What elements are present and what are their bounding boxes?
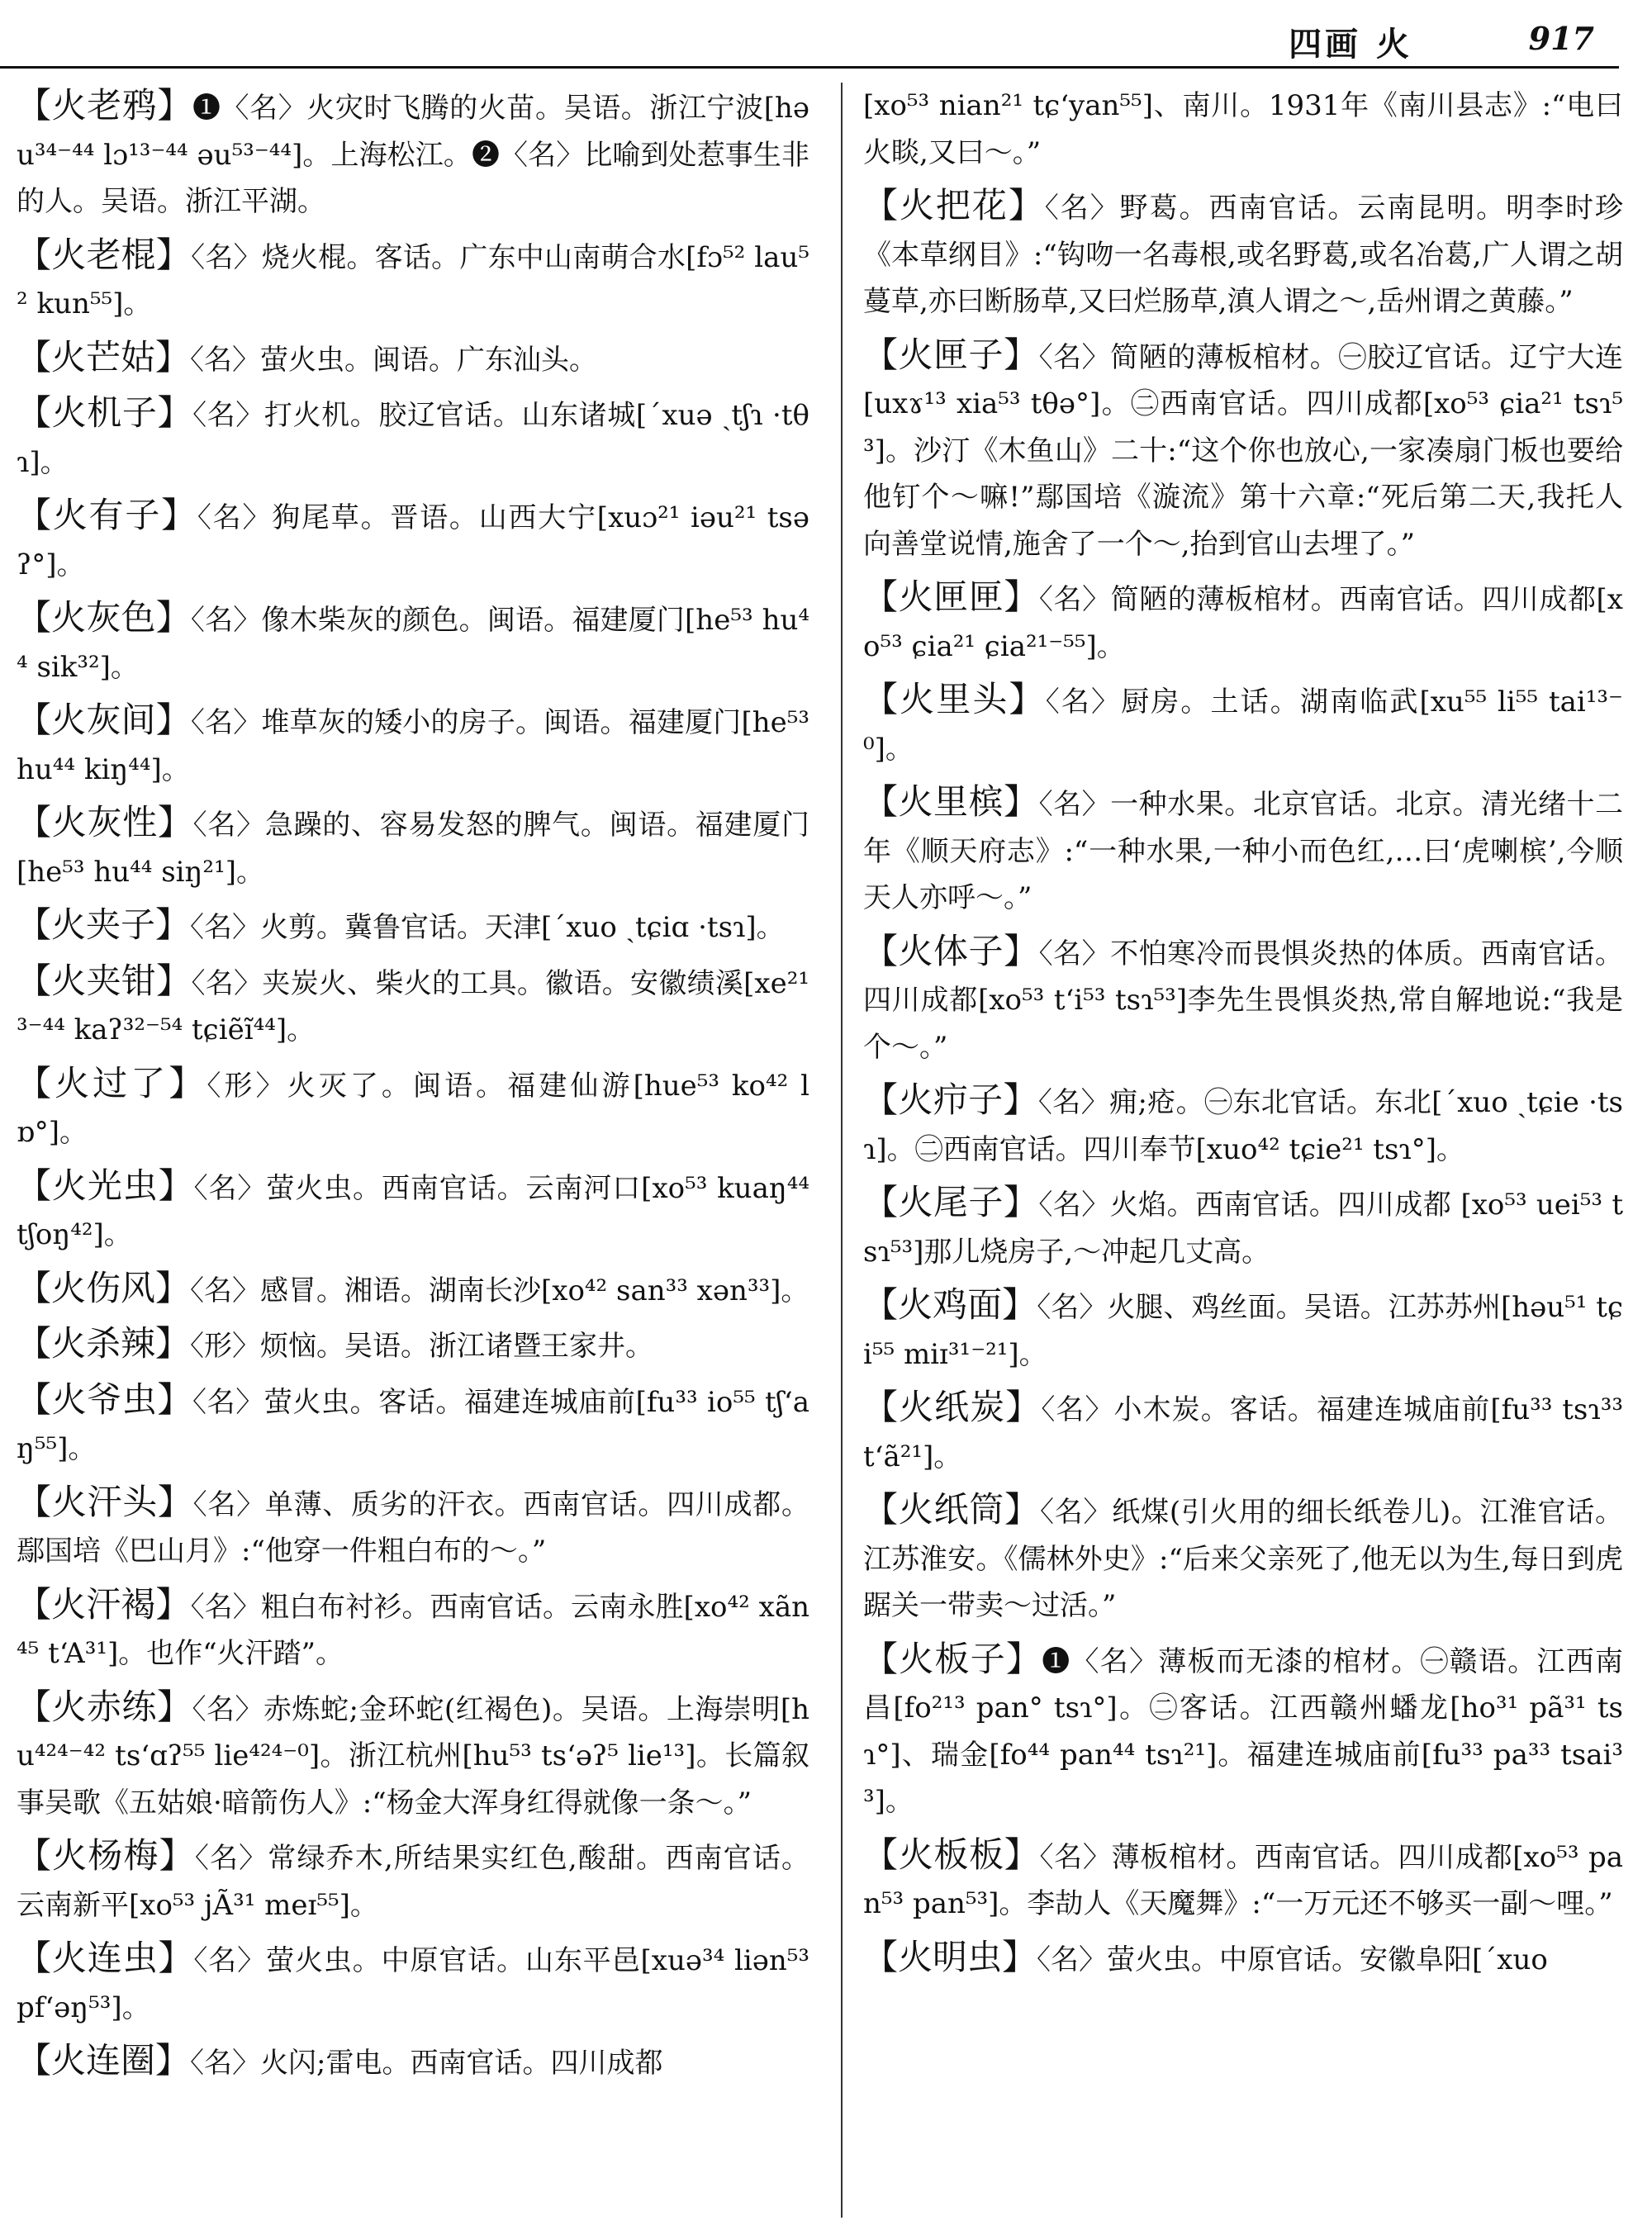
dictionary-entry — [863, 1077, 1623, 1173]
section-title: 四画 火 — [1289, 25, 1412, 64]
entry-headword: 【火爷虫】 — [17, 1378, 192, 1420]
entry-text: 〈名〉火焰。西南官话。四川成都 [xo⁵³ uei⁵³ tsɿ⁵³]那儿烧房子,～冲起几丈高。 — [863, 1189, 1623, 1269]
entry-headword: 【火把花】 — [863, 185, 1045, 225]
entry-headword: 【火匣子】 — [863, 334, 1039, 375]
entry-headword: 【火明虫】 — [863, 1936, 1037, 1977]
dictionary-entry — [863, 1282, 1623, 1378]
entry-text: 〈名〉薄板棺材。西南官话。四川成都[xo⁵³ pan⁵³ pan⁵³]。李劼人《天魔舞》:“一万元还不够买一副～哩。” — [863, 1840, 1623, 1920]
entry-text: 〈名〉简陋的薄板棺材。西南官话。四川成都[xo⁵³ ɕia²¹ ɕia²¹⁻⁵⁵]。 — [863, 583, 1623, 663]
entry-text: 〈名〉萤火虫。西南官话。云南河口[xo⁵³ kuaŋ⁴⁴ tʃoŋ⁴²]。 — [17, 1171, 809, 1251]
entry-text: 〈名〉烧火棍。客话。广东中山南萌合水[fɔ⁵² lau⁵² kun⁵⁵]。 — [17, 240, 809, 320]
entry-headword: 【火杀辣】 — [17, 1323, 191, 1364]
entry-text: 〈名〉野葛。西南官话。云南昆明。明李时珍《本草纲目》:“钩吻一名毒根,或名野葛,或名冶葛,广人谓之胡蔓草,亦曰断肠草,又曰烂肠草,滇人谓之～,岳州谓之黄藤。” — [863, 192, 1623, 318]
page-header — [0, 15, 1611, 66]
entry-headword: 【火杨梅】 — [17, 1835, 195, 1876]
entry-text: 〈名〉小木炭。客话。福建连城庙前[fu³³ tsɿ³³ tʻã²¹]。 — [863, 1393, 1623, 1473]
dictionary-entry — [17, 1321, 809, 1370]
entry-text: [xo⁵³ nian²¹ tɕʻyan⁵⁵]、南川。1931年《南川县志》:“电曰火睒,又曰～。” — [863, 89, 1623, 169]
dictionary-entry — [17, 334, 809, 384]
dictionary-entry — [17, 1684, 809, 1827]
dictionary-entry — [17, 390, 809, 486]
dictionary-entry — [17, 1479, 809, 1575]
entry-headword: 【火连虫】 — [17, 1938, 194, 1978]
dictionary-entry — [17, 83, 809, 225]
dictionary-entry — [863, 83, 1623, 176]
left-column — [17, 83, 809, 2218]
entry-headword: 【火夹子】 — [17, 904, 191, 945]
entry-text: 〈名〉打火机。胶辽官话。山东诸城[ˊxuə ˏtʃɿ ·tθɿ]。 — [17, 399, 809, 479]
entry-headword: 【火老鸦】 — [17, 85, 192, 126]
entry-headword: 【火里头】 — [863, 679, 1046, 719]
entry-headword: 【火纸筒】 — [863, 1489, 1040, 1530]
entry-text: 〈形〉烦恼。吴语。浙江诸暨王家井。 — [190, 1330, 654, 1363]
column-divider — [841, 83, 843, 2218]
entry-headword: 【火连圈】 — [17, 2040, 191, 2081]
entry-text: 〈名〉夹炭火、柴火的工具。徽语。安徽绩溪[xe²¹³⁻⁴⁴ kaʔ³²⁻⁵⁴ tɕiẽĩ⁴⁴]。 — [17, 966, 809, 1046]
entry-headword: 【火灰性】 — [17, 802, 193, 842]
entry-headword: 【火尾子】 — [863, 1182, 1039, 1222]
entry-headword: 【火芒姑】 — [17, 336, 191, 377]
entry-headword: 【火老棍】 — [17, 234, 192, 275]
entry-headword: 【火鸡面】 — [863, 1284, 1037, 1325]
dictionary-entry — [863, 1384, 1623, 1480]
dictionary-entry — [863, 1487, 1623, 1630]
entry-text: 〈名〉粗白布衬衫。西南官话。云南永胜[xo⁴² xãn⁴⁵ tʻA³¹]。也作“火汗踏”。 — [17, 1590, 809, 1670]
entry-text: 〈名〉急躁的、容易发怒的脾气。闽语。福建厦门[he⁵³ hu⁴⁴ siŋ²¹]。 — [17, 809, 809, 889]
entry-headword: 【火纸炭】 — [863, 1387, 1042, 1427]
dictionary-entry — [17, 697, 809, 793]
entry-headword: 【火板子】 — [863, 1638, 1042, 1679]
dictionary-entry — [17, 1060, 809, 1156]
right-column — [863, 83, 1623, 2218]
entry-text: 〈名〉堆草灰的矮小的房子。闽语。福建厦门[he⁵³ hu⁴⁴ kiŋ⁴⁴]。 — [17, 706, 809, 786]
entry-headword: 【火赤练】 — [17, 1686, 192, 1727]
entry-headword: 【火里槟】 — [863, 781, 1039, 822]
entry-headword: 【火机子】 — [17, 392, 193, 433]
entry-text: 〈名〉纸煤(引火用的细长纸卷儿)。江淮官话。江苏淮安。《儒林外史》:“后来父亲死了,他无以为生,每日到虎踞关一带卖～过活。” — [863, 1496, 1623, 1622]
entry-headword: 【火光虫】 — [17, 1165, 194, 1206]
entry-headword: 【火体子】 — [863, 930, 1039, 971]
dictionary-entry — [863, 574, 1623, 670]
entry-text: 〈名〉火剪。冀鲁官话。天津[ˊxuo ˏtɕiɑ ·tsɿ]。 — [190, 911, 785, 944]
dictionary-entry — [863, 928, 1623, 1071]
dictionary-entry — [17, 1265, 809, 1315]
entry-headword: 【火板板】 — [863, 1834, 1040, 1875]
dictionary-entry — [17, 958, 809, 1054]
entry-headword: 【火疖子】 — [863, 1079, 1038, 1120]
entry-headword: 【火汗褐】 — [17, 1583, 191, 1625]
dictionary-entry — [17, 1935, 809, 2031]
dictionary-entry — [863, 1179, 1623, 1275]
entry-text: 〈名〉常绿乔木,所结果实红色,酸甜。西南官话。云南新平[xo⁵³ jÃ³¹ meɪ⁵⁵]。 — [17, 1842, 809, 1922]
dictionary-entry — [17, 1833, 809, 1929]
dictionary-entry — [863, 1636, 1623, 1825]
entry-headword: 【火灰间】 — [17, 700, 191, 740]
dictionary-entry — [17, 1163, 809, 1259]
dictionary-entry — [17, 595, 809, 690]
page-number: 917 — [1528, 20, 1594, 57]
entry-text: 〈名〉萤火虫。中原官话。山东平邑[xuə³⁴ liən⁵³ pfʻəŋ⁵³]。 — [17, 1944, 809, 2024]
entry-text: 〈名〉不怕寒冷而畏惧炎热的体质。西南官话。四川成都[xo⁵³ tʻi⁵³ tsɿ⁵³]李先生畏惧炎热,常自解地说:“我是个～。” — [863, 937, 1623, 1064]
dictionary-entry — [17, 232, 809, 328]
dictionary-entry — [863, 332, 1623, 568]
entry-text: ❶〈名〉薄板而无漆的棺材。㊀赣语。江西南昌[fo²¹³ pan° tsɿ°]。㊁客话。江西赣州蟠龙[ho³¹ pã³¹ tsɿ°]、瑞金[fo⁴⁴ pan⁴⁴ tsɿ²¹]。福建连城庙前[fu³³ pa³³ tsai³³]。 — [863, 1644, 1623, 1818]
entry-text: 〈名〉萤火虫。闽语。广东汕头。 — [190, 343, 598, 377]
dictionary-entry — [863, 676, 1623, 772]
entry-text: 〈名〉痈;疮。㊀东北官话。东北[ˊxuo ˏtɕie ·tsɿ]。㊁西南官话。四川奉节[xuo⁴² tɕie²¹ tsɿ°]。 — [863, 1086, 1623, 1166]
entry-headword: 【火汗头】 — [17, 1481, 193, 1522]
entry-text: 〈名〉单薄、质劣的汗衣。西南官话。四川成都。鄢国培《巴山月》:“他穿一件粗白布的～。” — [17, 1487, 809, 1568]
dictionary-entry — [17, 2038, 809, 2087]
entry-text: 〈名〉狗尾草。晋语。山西大宁[xuɔ²¹ iəu²¹ tsəʔ°]。 — [17, 501, 809, 581]
dictionary-entry — [863, 183, 1623, 325]
dictionary-entry — [863, 1934, 1623, 1984]
dictionary-entry — [17, 1377, 809, 1473]
entry-text: 〈名〉简陋的薄板棺材。㊀胶辽官话。辽宁大连[uxɤ¹³ xia⁵³ tθə°]。㊁西南官话。四川成都[xo⁵³ ɕia²¹ tsɿ⁵³]。沙汀《木鱼山》二十:“这个你也放心,一家凑扇门板也要给他钉个～嘛!”鄢国培《漩流》第十六章:“死后第二天,我托人向善堂说情,施舍了一个～,抬到官山去埋了。” — [863, 340, 1623, 561]
entry-text: 〈名〉萤火虫。客话。福建连城庙前[fu³³ io⁵⁵ tʃʻaŋ⁵⁵]。 — [17, 1385, 809, 1465]
dictionary-entry — [17, 492, 809, 588]
entry-text: 〈名〉一种水果。北京官话。北京。清光绪十二年《顺天府志》:“一种水果,一种小而色红,…曰‘虎喇槟’,今顺天人亦呼～。” — [863, 788, 1623, 914]
entry-headword: 【火匣匣】 — [863, 576, 1039, 617]
entry-text: 〈名〉厨房。土话。湖南临武[xu⁵⁵ li⁵⁵ tai¹³⁻⁰]。 — [863, 686, 1623, 766]
dictionary-entry — [17, 799, 809, 895]
dictionary-entry — [863, 779, 1623, 922]
dictionary-entry — [17, 1582, 809, 1677]
entry-text: 〈名〉萤火虫。中原官话。安徽阜阳[ˊxuo — [1037, 1943, 1548, 1976]
entry-text: 〈名〉火腿、鸡丝面。吴语。江苏苏州[həu⁵¹ tɕi⁵⁵ miɪ³¹⁻²¹]。 — [863, 1291, 1623, 1371]
entry-text: ❶〈名〉火灾时飞腾的火苗。吴语。浙江宁波[həu³⁴⁻⁴⁴ lɔ¹³⁻⁴⁴ əu⁵³⁻⁴⁴]。上海松江。❷〈名〉比喻到处惹事生非的人。吴语。浙江平湖。 — [17, 92, 809, 218]
dictionary-entry — [17, 902, 809, 951]
entry-headword: 【火过了】 — [17, 1062, 207, 1103]
header-rule — [0, 66, 1619, 69]
entry-text: 〈名〉感冒。湘语。湖南长沙[xo⁴² san³³ xən³³]。 — [190, 1274, 809, 1307]
entry-text: 〈名〉像木柴灰的颜色。闽语。福建厦门[he⁵³ hu⁴⁴ sik³²]。 — [17, 604, 809, 684]
entry-text: 〈名〉火闪;雷电。西南官话。四川成都 — [190, 2047, 663, 2080]
entry-headword: 【火夹钳】 — [17, 960, 192, 1001]
entry-headword: 【火有子】 — [17, 495, 197, 535]
entry-text: 〈名〉赤炼蛇;金环蛇(红褐色)。吴语。上海崇明[hu⁴²⁴⁻⁴² tsʻɑʔ⁵⁵ lie⁴²⁴⁻⁰]。浙江杭州[hu⁵³ tsʻəʔ⁵ lie¹³]。长篇叙事吴歌《五姑娘·暗箭伤人》:“杨金大浑身红得就像一条～。” — [17, 1692, 809, 1820]
dictionary-entry — [863, 1832, 1623, 1928]
entry-headword: 【火灰色】 — [17, 597, 191, 638]
entry-headword: 【火伤风】 — [17, 1267, 191, 1308]
entry-text: 〈形〉火灭了。闽语。福建仙游[hue⁵³ ko⁴² lɒ°]。 — [17, 1069, 809, 1149]
